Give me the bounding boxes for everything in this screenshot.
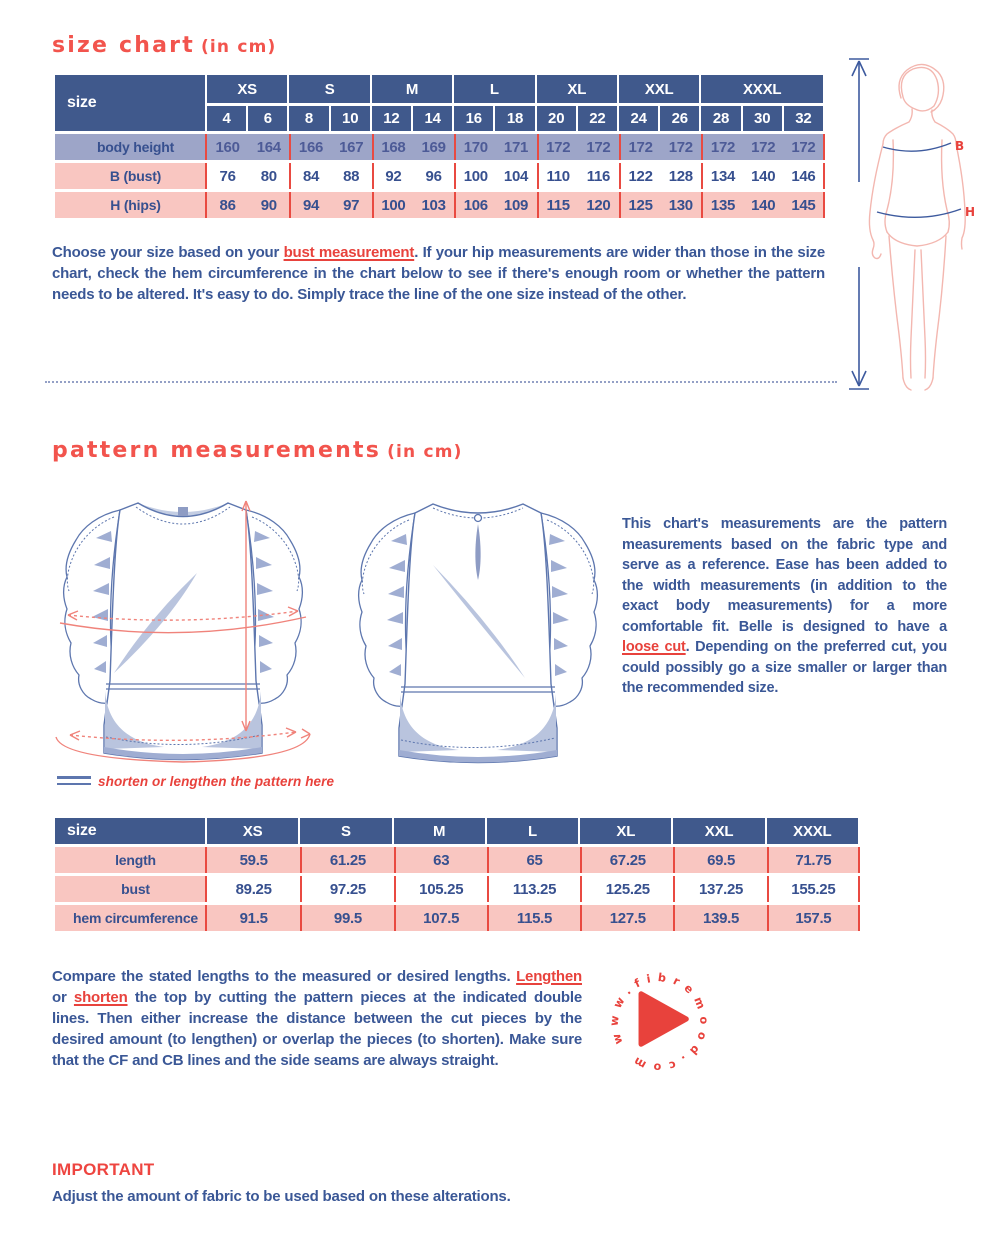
value-cell: 145 xyxy=(784,192,825,218)
row-label: bust xyxy=(55,876,207,902)
value-cell: 130 xyxy=(660,192,701,218)
text-segment: . Depending on the preferred cut, you could possibly go a size smaller or larger than the recommended size. xyxy=(622,639,947,696)
double-line-marker xyxy=(57,776,91,789)
value-cell: 135 xyxy=(701,192,742,218)
value-cell: 125.25 xyxy=(580,876,673,902)
value-cell: 109 xyxy=(495,192,536,218)
text-segment: the top by cutting the pattern pieces at the indicated double lines. Then either increase the distance between the cut pieces by the desired amount (to lengthen) or overlap the pieces (to shorten). Make sure that the CF and CB lines and the side seams are always straight. xyxy=(52,989,582,1069)
row-label: B (bust) xyxy=(55,163,207,189)
value-cell: 80 xyxy=(248,163,289,189)
size-group-header: S xyxy=(289,75,371,103)
size-group-header: L xyxy=(454,75,536,103)
value-cell: 65 xyxy=(487,847,580,873)
value-cell: 171 xyxy=(495,134,536,160)
heading-unit: (in cm) xyxy=(200,37,277,57)
body-measurement-figure xyxy=(835,52,1000,397)
size-number-header: 18 xyxy=(495,106,536,131)
value-cell: 140 xyxy=(743,163,784,189)
size-number-header: 4 xyxy=(207,106,248,131)
heading-text: size chart xyxy=(52,33,195,58)
value-cell: 122 xyxy=(619,163,660,189)
size-group-header: XXL xyxy=(673,818,766,844)
woman-silhouette xyxy=(869,64,965,390)
table-corner-label: size xyxy=(55,818,207,844)
value-cell: 76 xyxy=(207,163,248,189)
pattern-description xyxy=(622,514,947,699)
garment-front-drawing xyxy=(38,485,328,770)
value-cell: 67.25 xyxy=(580,847,673,873)
hips-label: H xyxy=(965,205,976,219)
row-label: length xyxy=(55,847,207,873)
play-icon xyxy=(641,994,686,1044)
size-number-header: 24 xyxy=(619,106,660,131)
heading-text: pattern measurements xyxy=(52,438,382,463)
pattern-measurements-heading xyxy=(52,438,463,463)
value-cell: 169 xyxy=(413,134,454,160)
size-number-header: 32 xyxy=(784,106,825,131)
value-cell: 172 xyxy=(578,134,619,160)
value-cell: 92 xyxy=(372,163,413,189)
size-group-header: XS xyxy=(207,75,289,103)
size-group-header: XXXL xyxy=(701,75,825,103)
value-cell: 115 xyxy=(537,192,578,218)
value-cell: 69.5 xyxy=(673,847,766,873)
value-cell: 167 xyxy=(331,134,372,160)
value-cell: 172 xyxy=(660,134,701,160)
text-segment: or xyxy=(52,989,74,1006)
row-label: hem circumference xyxy=(55,905,207,931)
value-cell: 94 xyxy=(289,192,330,218)
value-cell: 146 xyxy=(784,163,825,189)
size-number-header: 26 xyxy=(660,106,701,131)
value-cell: 172 xyxy=(537,134,578,160)
size-number-header: 14 xyxy=(413,106,454,131)
size-group-header: XS xyxy=(207,818,300,844)
value-cell: 89.25 xyxy=(207,876,300,902)
value-cell: 91.5 xyxy=(207,905,300,931)
size-number-header: 8 xyxy=(289,106,330,131)
size-number-header: 30 xyxy=(743,106,784,131)
value-cell: 170 xyxy=(454,134,495,160)
value-cell: 90 xyxy=(248,192,289,218)
size-number-header: 12 xyxy=(372,106,413,131)
value-cell: 100 xyxy=(372,192,413,218)
value-cell: 172 xyxy=(743,134,784,160)
emphasized-term: Lengthen xyxy=(516,968,582,985)
value-cell: 105.25 xyxy=(394,876,487,902)
value-cell: 157.5 xyxy=(767,905,860,931)
value-cell: 155.25 xyxy=(767,876,860,902)
bust-hip-arcs xyxy=(877,143,961,217)
size-group-header: XL xyxy=(537,75,619,103)
important-heading: IMPORTANT xyxy=(52,1160,155,1179)
value-cell: 128 xyxy=(660,163,701,189)
text-segment: Compare the stated lengths to the measured or desired lengths. xyxy=(52,968,517,985)
value-cell: 168 xyxy=(372,134,413,160)
value-cell: 172 xyxy=(784,134,825,160)
emphasized-term: bust measurement xyxy=(283,244,415,261)
emphasized-term: shorten xyxy=(73,989,128,1006)
value-cell: 160 xyxy=(207,134,248,160)
value-cell: 164 xyxy=(248,134,289,160)
back-body xyxy=(399,504,557,763)
value-cell: 86 xyxy=(207,192,248,218)
size-number-header: 28 xyxy=(701,106,742,131)
size-number-header: 10 xyxy=(331,106,372,131)
value-cell: 110 xyxy=(537,163,578,189)
text-segment: Choose your size based on your xyxy=(52,244,284,261)
size-chart-table xyxy=(55,75,825,218)
value-cell: 63 xyxy=(394,847,487,873)
bust-label: B xyxy=(955,139,965,153)
size-group-header: M xyxy=(394,818,487,844)
lengthen-shorten-note: shorten or lengthen the pattern here xyxy=(98,774,335,789)
size-number-header: 16 xyxy=(454,106,495,131)
compare-lengths-note xyxy=(52,966,582,1071)
size-number-header: 20 xyxy=(537,106,578,131)
value-cell: 134 xyxy=(701,163,742,189)
value-cell: 100 xyxy=(454,163,495,189)
value-cell: 88 xyxy=(331,163,372,189)
size-number-header: 6 xyxy=(248,106,289,131)
text-segment: . If your hip measurements are wider than those in the size chart, check the hem circumference in the chart below to see if there's enough room or whether the pattern needs to be altered. It's easy to do. Simply trace the line of the one size instead of the other. xyxy=(52,244,825,303)
table-corner-label: size xyxy=(55,75,207,131)
value-cell: 97 xyxy=(331,192,372,218)
heading-unit: (in cm) xyxy=(387,442,463,462)
size-group-header: XXL xyxy=(619,75,701,103)
value-cell: 120 xyxy=(578,192,619,218)
value-cell: 107.5 xyxy=(394,905,487,931)
value-cell: 139.5 xyxy=(673,905,766,931)
value-cell: 103 xyxy=(413,192,454,218)
value-cell: 97.25 xyxy=(300,876,393,902)
value-cell: 61.25 xyxy=(300,847,393,873)
row-label: H (hips) xyxy=(55,192,207,218)
value-cell: 140 xyxy=(743,192,784,218)
value-cell: 115.5 xyxy=(487,905,580,931)
size-group-header: M xyxy=(372,75,454,103)
size-selection-note xyxy=(52,242,825,305)
pattern-measurements-table xyxy=(55,818,860,931)
row-label: body height xyxy=(55,134,207,160)
size-group-header: XL xyxy=(580,818,673,844)
section-divider xyxy=(45,381,837,383)
value-cell: 116 xyxy=(578,163,619,189)
value-cell: 104 xyxy=(495,163,536,189)
emphasized-term: loose cut xyxy=(622,639,686,655)
value-cell: 166 xyxy=(289,134,330,160)
value-cell: 137.25 xyxy=(673,876,766,902)
value-cell: 71.75 xyxy=(767,847,860,873)
important-body: Adjust the amount of fabric to be used based on these alterations. xyxy=(52,1188,511,1205)
fibremood-logo xyxy=(598,960,716,1078)
size-chart-heading xyxy=(52,33,277,58)
value-cell: 127.5 xyxy=(580,905,673,931)
value-cell: 106 xyxy=(454,192,495,218)
value-cell: 59.5 xyxy=(207,847,300,873)
value-cell: 172 xyxy=(701,134,742,160)
body-height-arrow xyxy=(849,59,869,389)
size-group-header: XXXL xyxy=(767,818,860,844)
value-cell: 84 xyxy=(289,163,330,189)
logo-circular-text: www.fibremood.com xyxy=(607,970,711,1075)
value-cell: 172 xyxy=(619,134,660,160)
value-cell: 125 xyxy=(619,192,660,218)
size-number-header: 22 xyxy=(578,106,619,131)
size-group-header: L xyxy=(487,818,580,844)
value-cell: 99.5 xyxy=(300,905,393,931)
size-group-header: S xyxy=(300,818,393,844)
value-cell: 113.25 xyxy=(487,876,580,902)
value-cell: 96 xyxy=(413,163,454,189)
text-segment: This chart's measurements are the pattern measurements based on the fabric type and serve as a reference. Ease has been added to the width measurements (in addition to the exact body measurements) for a more comfortable fit. Belle is designed to have a xyxy=(622,516,947,635)
garment-back-drawing xyxy=(333,488,623,773)
